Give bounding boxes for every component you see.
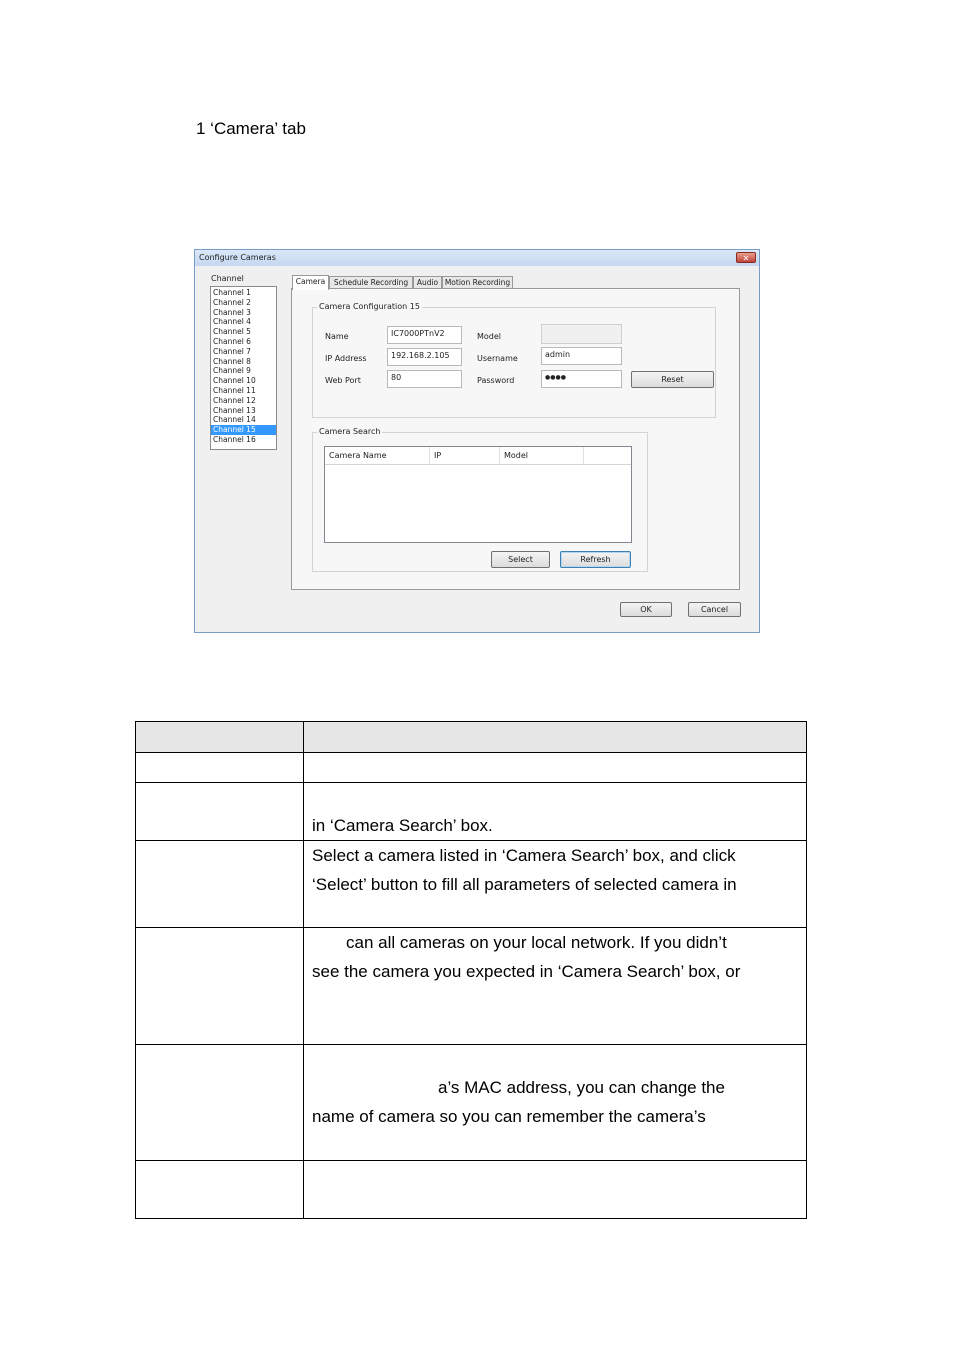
table-cell [304,1045,806,1160]
table-row [136,840,806,927]
channel-list-item[interactable]: Channel 1 [213,288,251,297]
row4-text-line-1: Select a camera listed in ‘Camera Search’ box, and click [312,846,736,865]
ip-address-label: IP Address [325,354,367,363]
channel-list-item[interactable]: Channel 8 [213,356,251,366]
table-cell [304,722,806,752]
channel-list-item[interactable]: Channel 13 [213,405,256,415]
row4-text-line-2: ‘Select’ button to fill all parameters of selected camera in [312,875,737,894]
table-row [136,1160,806,1218]
row6-text-line-2: name of camera so you can remember the camera’s [312,1107,706,1126]
column-camera-name[interactable]: Camera Name [325,447,430,464]
camera-search-group [312,427,648,572]
channel-list-item[interactable]: Channel 5 [213,327,251,337]
table-cell [136,753,304,782]
channel-list-item[interactable]: Channel 6 [213,336,251,346]
camera-search-list[interactable] [324,446,632,543]
channel-list-item[interactable]: Channel 11 [213,385,256,395]
password-label: Password [477,376,515,385]
table-header-row [136,722,806,752]
select-button[interactable]: Select [491,551,550,568]
web-port-label: Web Port [325,376,361,385]
camera-configuration-title: Camera Configuration 15 [319,302,420,311]
channel-list-item[interactable]: Channel 14 [213,415,256,425]
camera-configuration-group [312,302,716,418]
table-cell [136,1161,304,1218]
table-cell [136,841,304,927]
table-row [136,1044,806,1160]
table-row [136,927,806,1044]
camera-search-title: Camera Search [319,427,381,436]
username-field[interactable]: admin [541,347,622,365]
model-label: Model [477,332,502,341]
column-model[interactable]: Model [500,447,584,464]
tab-camera[interactable]: Camera [292,275,329,290]
channel-list-item[interactable]: Channel 10 [213,376,256,386]
row3-text-line-2: in ‘Camera Search’ box. [312,816,493,835]
username-label: Username [477,354,518,363]
channel-list-item[interactable]: Channel 3 [213,307,251,317]
row5-text-line-2: see the camera you expected in ‘Camera Search’ box, or [312,962,741,981]
camera-tab-panel [291,288,740,590]
channel-list-item[interactable]: Channel 12 [213,395,256,405]
table-cell [136,722,304,752]
channel-list-item[interactable]: Channel 4 [213,317,251,327]
tab-motion-recording[interactable]: Motion Recording [442,276,513,289]
dialog-title: Configure Cameras [199,253,276,262]
table-cell [304,753,806,782]
table-row [136,752,806,782]
name-label: Name [325,332,349,341]
row6-text-line-1: a’s MAC address, you can change the [438,1078,725,1097]
ip-address-field[interactable]: 192.168.2.105 [387,348,462,366]
cancel-button[interactable]: Cancel [688,602,741,617]
channel-list-item[interactable]: Channel 16 [213,434,256,444]
channel-list-item[interactable]: Channel 2 [213,297,251,307]
table-cell [136,783,304,840]
column-ip[interactable]: IP [430,447,500,464]
table-cell [304,1161,806,1218]
refresh-button[interactable]: Refresh [560,551,631,568]
camera-search-header [325,447,631,465]
tab-schedule-recording[interactable]: Schedule Recording [329,276,413,289]
dialog-titlebar [195,250,759,266]
name-field[interactable]: IC7000PTnV2 [387,326,462,344]
ok-button[interactable]: OK [620,602,672,617]
password-field[interactable]: ●●●● [541,370,622,388]
model-field [541,324,622,344]
close-icon[interactable]: ✕ [736,252,756,263]
channel-list-item[interactable]: Channel 7 [213,346,251,356]
table-cell [136,928,304,1044]
tab-audio[interactable]: Audio [413,276,442,289]
section-heading: 1 ‘Camera’ tab [196,119,306,138]
channel-list[interactable] [210,286,277,450]
table-cell [136,1045,304,1160]
description-table [135,721,807,1219]
table-cell [304,783,806,840]
table-cell [304,928,806,1044]
channel-list-item[interactable]: Channel 9 [213,366,251,376]
row5-text-line-1: can all cameras on your local network. If you didn’t [346,933,727,952]
table-row [136,782,806,840]
configure-cameras-dialog [194,249,760,633]
web-port-field[interactable]: 80 [387,370,462,388]
channel-label: Channel [211,274,244,283]
channel-list-item[interactable]: Channel 15 [211,425,276,435]
table-cell [304,841,806,927]
reset-button[interactable]: Reset [631,371,714,388]
